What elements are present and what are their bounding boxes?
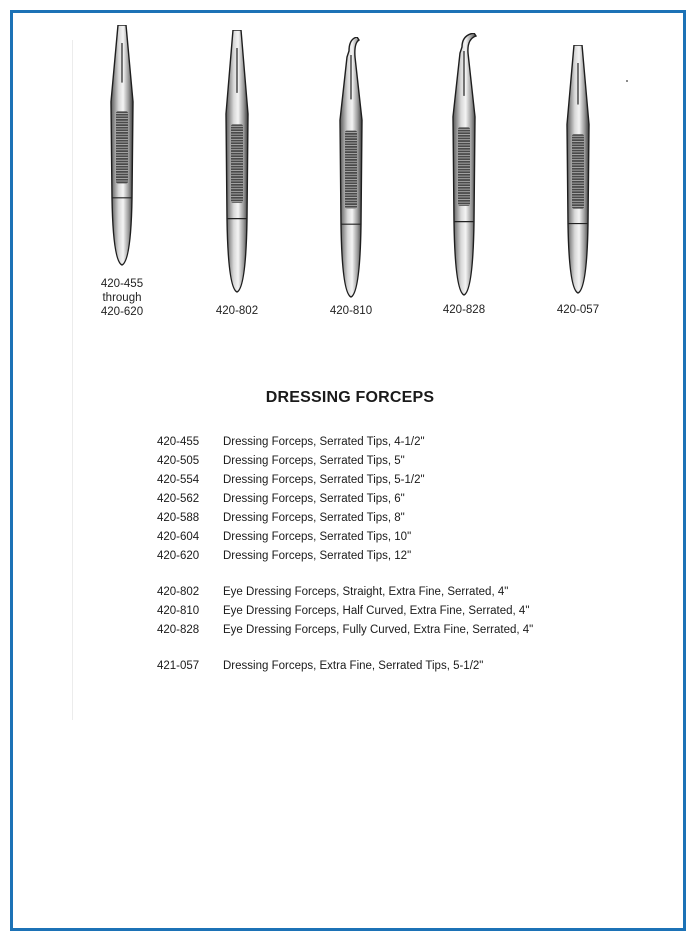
dressing-forceps-straight-icon xyxy=(82,25,162,275)
catalog-code: 420-604 xyxy=(157,531,200,543)
catalog-code: 420-802 xyxy=(157,586,200,598)
instrument-label-line: 420-057 xyxy=(556,304,600,316)
catalog-description: Dressing Forceps, Serrated Tips, 5-1/2" xyxy=(223,474,425,486)
catalog-list xyxy=(157,433,617,676)
catalog-description: Dressing Forceps, Serrated Tips, 5" xyxy=(223,455,405,467)
catalog-row xyxy=(157,509,617,528)
catalog-description: Dressing Forceps, Extra Fine, Serrated Tips, 5-1/2" xyxy=(223,660,484,672)
group-spacer xyxy=(157,640,617,657)
instrument-label-line: 420-620 xyxy=(100,306,144,318)
catalog-description: Dressing Forceps, Serrated Tips, 10" xyxy=(223,531,412,543)
group-spacer xyxy=(157,566,617,583)
catalog-code: 420-505 xyxy=(157,455,200,467)
instrument-label-line: 420-810 xyxy=(329,305,373,317)
catalog-description: Eye Dressing Forceps, Straight, Extra Fine, Serrated, 4" xyxy=(223,586,509,598)
catalog-code: 420-562 xyxy=(157,493,200,505)
page-title: DRESSING FORCEPS xyxy=(265,389,435,406)
instrument-label-line: 420-802 xyxy=(215,305,259,317)
scan-shadow xyxy=(72,40,73,720)
eye-dressing-forceps-straight-icon xyxy=(197,30,277,302)
instrument-label-line: 420-455 xyxy=(100,278,144,290)
catalog-description: Dressing Forceps, Serrated Tips, 12" xyxy=(223,550,412,562)
scan-speck xyxy=(626,80,628,82)
catalog-description: Eye Dressing Forceps, Half Curved, Extra Fine, Serrated, 4" xyxy=(223,605,530,617)
catalog-description: Dressing Forceps, Serrated Tips, 4-1/2" xyxy=(223,436,425,448)
catalog-row xyxy=(157,583,617,602)
dressing-forceps-extra-fine-icon xyxy=(538,45,618,303)
catalog-row xyxy=(157,602,617,621)
catalog-row xyxy=(157,547,617,566)
catalog-row xyxy=(157,490,617,509)
catalog-code: 421-057 xyxy=(157,660,200,672)
instrument-label xyxy=(301,304,401,318)
instrument-label-line: 420-828 xyxy=(442,304,486,316)
catalog-row xyxy=(157,471,617,490)
catalog-description: Dressing Forceps, Serrated Tips, 8" xyxy=(223,512,405,524)
catalog-row xyxy=(157,621,617,640)
instrument-label xyxy=(72,277,172,319)
catalog-row xyxy=(157,528,617,547)
catalog-code: 420-810 xyxy=(157,605,200,617)
catalog-description: Dressing Forceps, Serrated Tips, 6" xyxy=(223,493,405,505)
catalog-row xyxy=(157,433,617,452)
catalog-code: 420-455 xyxy=(157,436,200,448)
instrument-label-line: through xyxy=(102,292,142,304)
eye-dressing-forceps-fully-curved-icon xyxy=(424,33,504,305)
instrument-label xyxy=(528,303,628,317)
catalog-row xyxy=(157,452,617,471)
catalog-code: 420-828 xyxy=(157,624,200,636)
catalog-code: 420-554 xyxy=(157,474,200,486)
catalog-row xyxy=(157,657,617,676)
catalog-description: Eye Dressing Forceps, Fully Curved, Extra Fine, Serrated, 4" xyxy=(223,624,534,636)
eye-dressing-forceps-half-curved-icon xyxy=(311,37,391,307)
instrument-label xyxy=(187,304,287,318)
catalog-code: 420-620 xyxy=(157,550,200,562)
catalog-code: 420-588 xyxy=(157,512,200,524)
instrument-label xyxy=(414,303,514,317)
